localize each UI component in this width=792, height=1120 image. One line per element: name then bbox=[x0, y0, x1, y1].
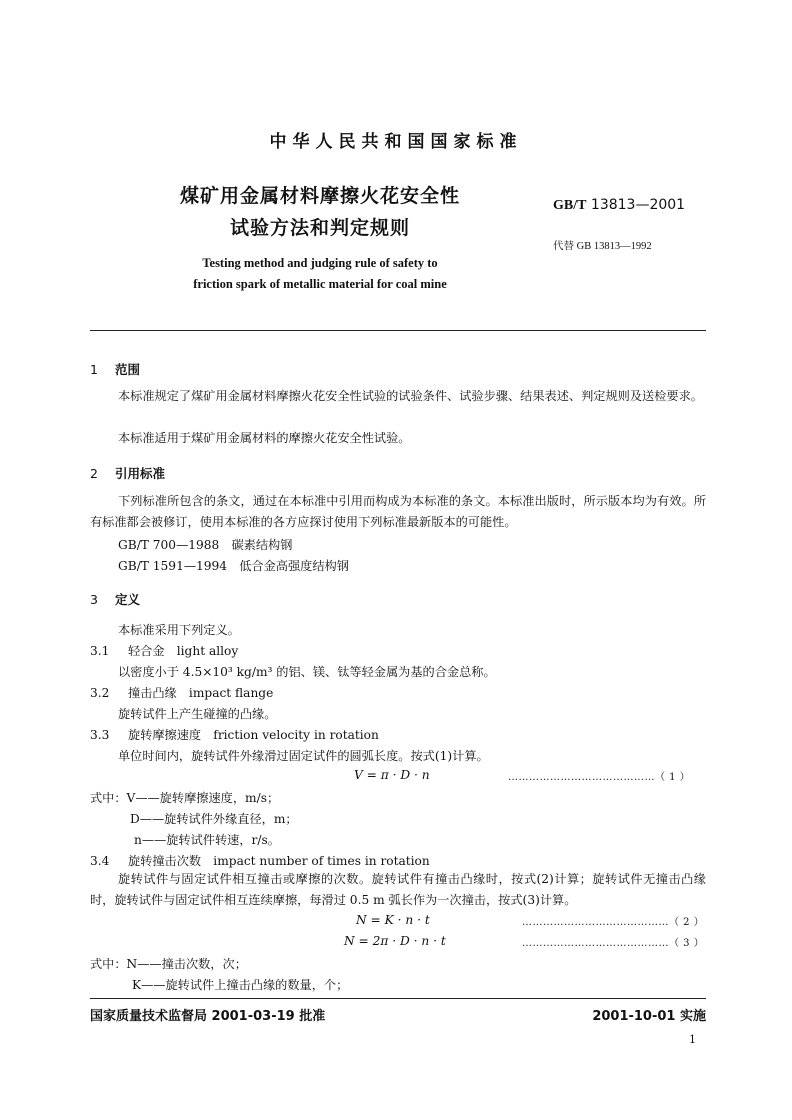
definition-3-2-term: 撞击凸缘 impact flange bbox=[128, 686, 274, 700]
section-3-title: 定义 bbox=[115, 592, 141, 607]
equation-2-number: ……………………………………（ 2 ） bbox=[522, 917, 705, 928]
where-v-line: 式中：V——旋转摩擦速度，m/s； bbox=[90, 791, 280, 805]
standard-code-prefix: GB/T bbox=[553, 198, 587, 213]
definition-3-4-term: 旋转撞击次数 impact number of times in rotation bbox=[128, 854, 430, 868]
section-2-heading bbox=[90, 464, 165, 482]
definition-3-4-text: 旋转试件与固定试件相互撞击或摩擦的次数。旋转试件有撞击凸缘时，按式(2)计算；旋转试件无撞击凸缘时，旋转试件与固定试件相互连续摩擦，每滑过 0.5 m 弧长作为一次撞击，按式(3)计算。 bbox=[90, 872, 706, 907]
where-n-impact-line: 式中：N——撞击次数，次； bbox=[90, 957, 247, 971]
footer-divider bbox=[90, 998, 706, 999]
definition-3-2-heading bbox=[90, 684, 273, 701]
section-1-title: 范围 bbox=[115, 362, 141, 377]
replaces-standard: 代替 GB 13813—1992 bbox=[553, 241, 652, 252]
section-2-number: 2 bbox=[90, 466, 98, 481]
equation-3-number: ……………………………………（ 3 ） bbox=[522, 938, 705, 949]
where-d-line: D——旋转试件外缘直径，m； bbox=[130, 812, 298, 826]
where-n-line: n——旋转试件转速，r/s。 bbox=[134, 833, 280, 847]
header-divider bbox=[90, 330, 706, 331]
section-3-heading bbox=[90, 590, 140, 608]
section-1-para-2: 本标准适用于煤矿用金属材料的摩擦火花安全性试验。 bbox=[118, 431, 411, 445]
definition-3-1-heading bbox=[90, 642, 238, 659]
where-k-line: K——旋转试件上撞击凸缘的数量，个； bbox=[132, 978, 349, 992]
definition-3-4-number: 3.4 bbox=[90, 854, 110, 868]
definition-3-3-heading bbox=[90, 726, 379, 743]
equation-2: N = K · n · t bbox=[356, 913, 430, 927]
section-2-para-1: 下列标准所包含的条文，通过在本标准中引用而构成为本标准的条文。本标准出版时，所示版本均为有效。所有标准都会被修订，使用本标准的各方应探讨使用下列标准最新版本的可能性。 bbox=[90, 494, 706, 529]
definition-3-2-number: 3.2 bbox=[90, 686, 110, 700]
section-2-title: 引用标准 bbox=[115, 466, 166, 481]
reference-gb-t-700: GB/T 700—1988 碳素结构钢 bbox=[118, 538, 293, 552]
title-cn-line2: 试验方法和判定规则 bbox=[229, 217, 410, 239]
approval-line: 国家质量技术监督局 2001-03-19 批准 bbox=[90, 1009, 326, 1024]
standard-code bbox=[553, 197, 685, 214]
title-en-line2: friction spark of metallic material for coal mine bbox=[193, 277, 447, 291]
page-number: 1 bbox=[689, 1033, 696, 1046]
definition-3-3-number: 3.3 bbox=[90, 728, 110, 742]
definition-3-1-text: 以密度小于 4.5×10³ kg/m³ 的铝、镁、钛等轻金属为基的合金总称。 bbox=[118, 665, 496, 679]
definition-3-1-number: 3.1 bbox=[90, 644, 110, 658]
standard-code-number: 13813—2001 bbox=[590, 197, 686, 213]
implementation-line: 2001-10-01 实施 bbox=[592, 1009, 706, 1024]
section-1-para-1: 本标准规定了煤矿用金属材料摩擦火花安全性试验的试验条件、试验步骤、结果表述、判定规则及送检要求。 bbox=[118, 389, 703, 403]
definition-3-3-term: 旋转摩擦速度 friction velocity in rotation bbox=[128, 728, 379, 742]
section-3-number: 3 bbox=[90, 592, 98, 607]
national-standard-heading: 中华人民共和国国家标准 bbox=[269, 132, 523, 152]
definition-3-1-term: 轻合金 light alloy bbox=[128, 644, 239, 658]
equation-1-number: ……………………………………（ 1 ） bbox=[508, 772, 691, 783]
section-1-number: 1 bbox=[90, 362, 98, 377]
definition-3-2-text: 旋转试件上产生碰撞的凸缘。 bbox=[118, 707, 277, 721]
reference-gb-t-1591: GB/T 1591—1994 低合金高强度结构钢 bbox=[118, 559, 349, 573]
section-1-heading bbox=[90, 360, 140, 378]
title-cn-line1: 煤矿用金属材料摩擦火花安全性 bbox=[179, 185, 460, 207]
definitions-intro: 本标准采用下列定义。 bbox=[118, 623, 240, 637]
title-en-line1: Testing method and judging rule of safety to bbox=[202, 256, 438, 270]
definition-3-4-heading bbox=[90, 852, 430, 869]
equation-3: N = 2π · D · n · t bbox=[344, 934, 446, 948]
definition-3-3-text: 单位时间内，旋转试件外缘滑过固定试件的圆弧长度。按式(1)计算。 bbox=[118, 749, 489, 763]
equation-1: V = π · D · n bbox=[354, 768, 430, 782]
